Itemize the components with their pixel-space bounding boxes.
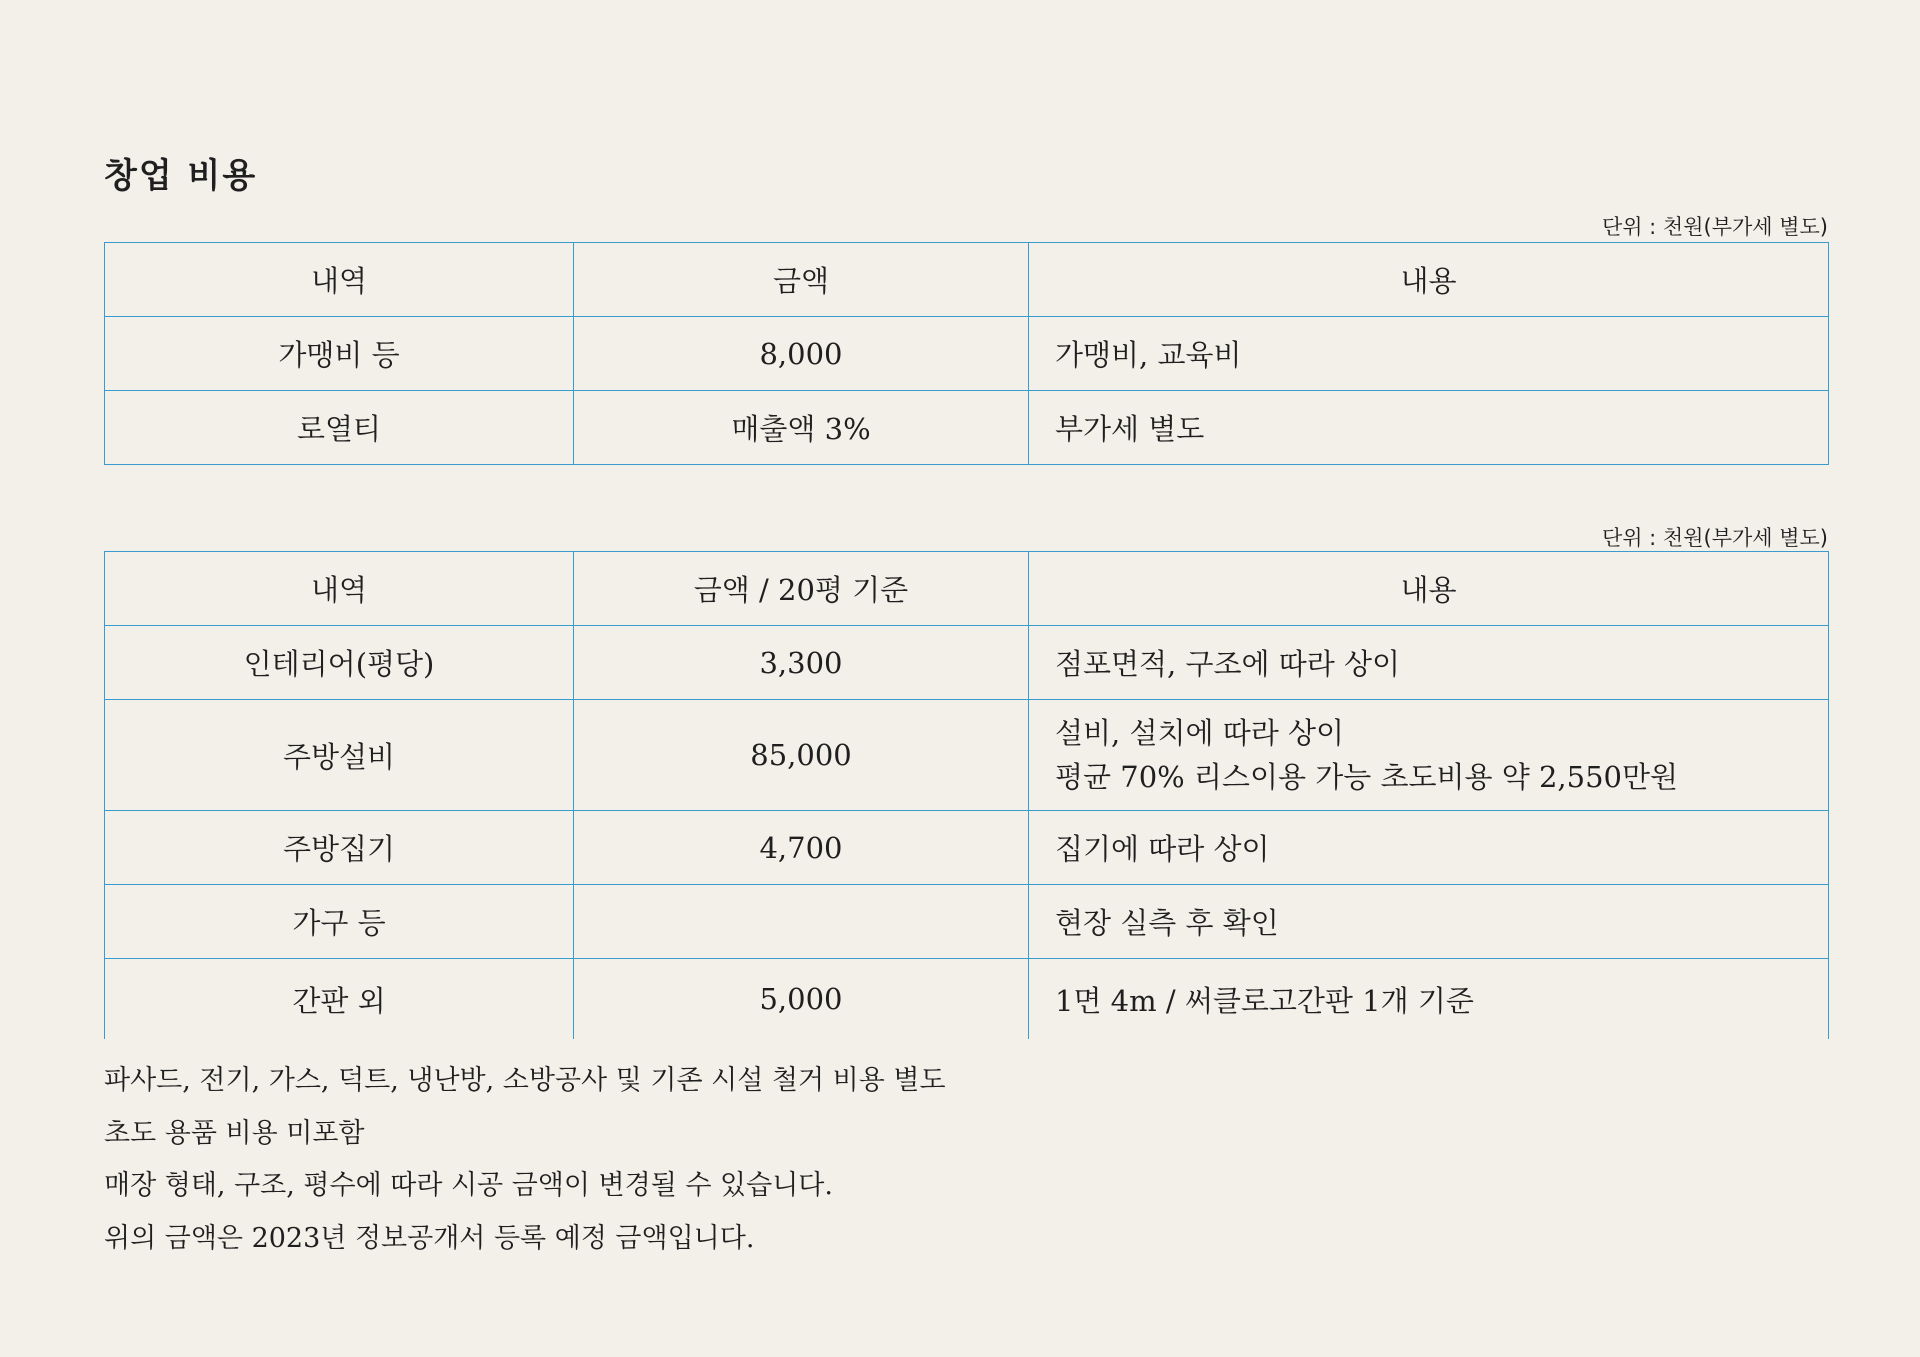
note-line: 파사드, 전기, 가스, 덕트, 냉난방, 소방공사 및 기존 시설 철거 비용 별도 — [104, 1065, 946, 1096]
franchise-fee-table — [104, 242, 1829, 465]
note-line: 매장 형태, 구조, 평수에 따라 시공 금액이 변경될 수 있습니다. — [104, 1170, 833, 1201]
table-row — [105, 317, 1829, 391]
table-header-row — [105, 243, 1829, 317]
notes — [104, 1055, 946, 1265]
table-header-row — [105, 552, 1829, 626]
cell-item: 주방집기 — [105, 811, 574, 885]
cell-item: 로열티 — [105, 391, 574, 465]
column-header-description: 내용 — [1029, 552, 1829, 626]
cell-item: 주방설비 — [105, 700, 574, 811]
cell-amount: 5,000 — [574, 959, 1029, 1040]
column-header-amount: 금액 / 20평 기준 — [574, 552, 1029, 626]
cell-amount: 3,300 — [574, 626, 1029, 700]
cell-amount — [574, 885, 1029, 959]
cell-amount: 4,700 — [574, 811, 1029, 885]
page-title: 창업 비용 — [104, 156, 258, 196]
column-header-amount: 금액 — [574, 243, 1029, 317]
column-header-description: 내용 — [1029, 243, 1829, 317]
table-row — [105, 811, 1829, 885]
note-line: 초도 용품 비용 미포함 — [104, 1117, 365, 1149]
column-header-item: 내역 — [105, 243, 574, 317]
cell-item: 가맹비 등 — [105, 317, 574, 391]
unit-label: 단위 : 천원(부가세 별도) — [1601, 526, 1828, 550]
cell-description: 현장 실측 후 확인 — [1029, 885, 1829, 959]
table-row — [105, 391, 1829, 465]
cell-description-line-1: 설비, 설치에 따라 상이 — [1055, 716, 1344, 750]
cell-description — [1029, 700, 1829, 811]
cell-item: 가구 등 — [105, 885, 574, 959]
table-row — [105, 700, 1829, 811]
cell-description: 부가세 별도 — [1029, 391, 1829, 465]
cell-item: 간판 외 — [105, 959, 574, 1040]
cell-amount: 8,000 — [574, 317, 1029, 391]
cell-description: 점포면적, 구조에 따라 상이 — [1029, 626, 1829, 700]
cell-description: 가맹비, 교육비 — [1029, 317, 1829, 391]
table-row — [105, 626, 1829, 700]
cell-amount: 매출액 3% — [574, 391, 1029, 465]
note-line: 위의 금액은 2023년 정보공개서 등록 예정 금액입니다. — [104, 1222, 755, 1254]
cell-item: 인테리어(평당) — [105, 626, 574, 700]
table-row — [105, 885, 1829, 959]
cell-description: 집기에 따라 상이 — [1029, 811, 1829, 885]
cell-description: 1면 4m / 써클로고간판 1개 기준 — [1029, 959, 1829, 1040]
setup-cost-table — [104, 551, 1829, 1039]
cell-description-line-2: 평균 70% 리스이용 가능 초도비용 약 2,550만원 — [1055, 760, 1678, 794]
cell-amount: 85,000 — [574, 700, 1029, 811]
column-header-item: 내역 — [105, 552, 574, 626]
unit-label: 단위 : 천원(부가세 별도) — [1601, 215, 1828, 239]
table-row — [105, 959, 1829, 1040]
